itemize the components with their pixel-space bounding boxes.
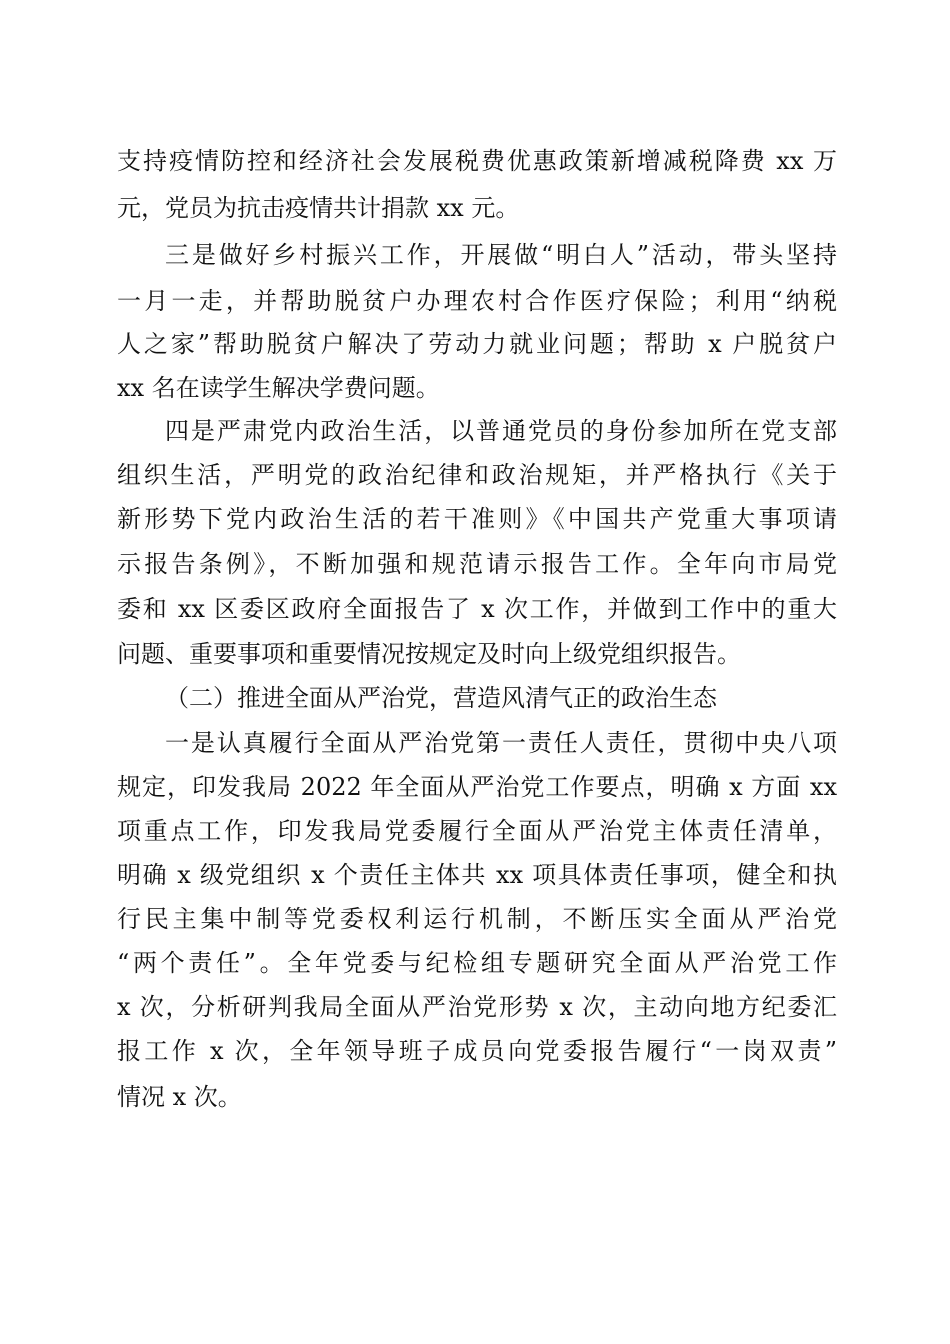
paragraph-line: 明确 x 级党组织 x 个责任主体共 xx 项具体责任事项，健全和执 bbox=[117, 861, 837, 889]
paragraph-line: 新形势下党内政治生活的若干准则》《中国共产党重大事项请 bbox=[117, 505, 837, 533]
paragraph-line: 三是做好乡村振兴工作，开展做“明白人”活动，带头坚持 bbox=[165, 241, 837, 269]
paragraph-line: 一月一走，并帮助脱贫户办理农村合作医疗保险；利用“纳税 bbox=[117, 287, 837, 315]
paragraph-line: 一是认真履行全面从严治党第一责任人责任，贯彻中央八项 bbox=[165, 729, 837, 757]
paragraph-line: 规定，印发我局 2022 年全面从严治党工作要点，明确 x 方面 xx bbox=[117, 773, 837, 801]
section-heading: （二）推进全面从严治党，营造风清气正的政治生态 bbox=[165, 684, 717, 712]
paragraph-line: 人之家”帮助脱贫户解决了劳动力就业问题；帮助 x 户脱贫户 bbox=[117, 330, 837, 358]
paragraph-line: “两个责任”。全年党委与纪检组专题研究全面从严治党工作 bbox=[117, 949, 837, 977]
paragraph-line: 项重点工作，印发我局党委履行全面从严治党主体责任清单， bbox=[117, 817, 837, 845]
paragraph-line: 四是严肃党内政治生活，以普通党员的身份参加所在党支部 bbox=[165, 417, 837, 445]
paragraph-line: 问题、重要事项和重要情况按规定及时向上级党组织报告。 bbox=[117, 640, 741, 668]
paragraph-line: x 次，分析研判我局全面从严治党形势 x 次，主动向地方纪委汇 bbox=[117, 993, 837, 1021]
paragraph-line: xx 名在读学生解决学费问题。 bbox=[117, 374, 440, 402]
paragraph-line: 情况 x 次。 bbox=[117, 1083, 242, 1111]
paragraph-line: 组织生活，严明党的政治纪律和政治规矩，并严格执行《关于 bbox=[117, 461, 837, 489]
paragraph-line: 元，党员为抗击疫情共计捐款 xx 元。 bbox=[117, 194, 520, 222]
paragraph-line: 报工作 x 次，全年领导班子成员向党委报告履行“一岗双责” bbox=[117, 1037, 837, 1065]
paragraph-line: 行民主集中制等党委权利运行机制，不断压实全面从严治党 bbox=[117, 905, 837, 933]
paragraph-line: 委和 xx 区委区政府全面报告了 x 次工作，并做到工作中的重大 bbox=[117, 595, 837, 623]
paragraph-line: 示报告条例》，不断加强和规范请示报告工作。全年向市局党 bbox=[117, 550, 837, 578]
paragraph-line: 支持疫情防控和经济社会发展税费优惠政策新增减税降费 xx 万 bbox=[117, 147, 837, 175]
